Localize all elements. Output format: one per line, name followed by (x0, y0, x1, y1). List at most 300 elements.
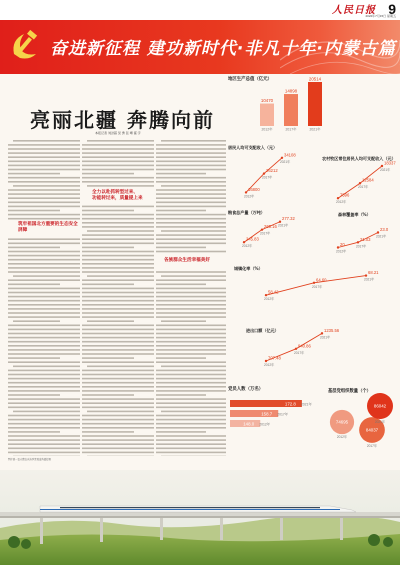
gdp-value: 14898 (284, 88, 298, 94)
text-line (161, 185, 226, 187)
import_export-value: 1235.56 (324, 327, 340, 333)
text-line (156, 296, 226, 298)
text-line (8, 333, 80, 335)
text-line (156, 448, 226, 450)
text-line (8, 374, 80, 376)
text-line (8, 263, 80, 265)
text-line (8, 210, 60, 212)
text-line (8, 423, 80, 425)
text-line (156, 353, 226, 355)
text-line (82, 452, 154, 454)
text-line (156, 431, 206, 433)
grassroots-year: 2017年 (366, 443, 378, 448)
text-line (8, 177, 80, 179)
text-line (8, 452, 80, 454)
text-line (8, 357, 60, 359)
text-line (156, 173, 206, 175)
article-column-1 (8, 138, 80, 456)
party-members-year: 2021年 (300, 402, 312, 407)
text-line (156, 304, 226, 306)
text-line (156, 349, 226, 351)
text-line (82, 439, 154, 441)
urban_income-value: 34108 (284, 152, 296, 158)
text-line (156, 152, 226, 154)
grassroots-value: 74695 (335, 419, 349, 425)
banner-headline: 奋进新征程 建功新时代·非凡十年·内蒙古篇 (50, 39, 396, 59)
text-line (8, 361, 80, 363)
grain-value: 277.32 (282, 216, 295, 222)
text-line (82, 316, 154, 318)
rural_income-point (359, 182, 361, 184)
text-line (8, 402, 80, 404)
text-line (156, 144, 226, 146)
text-line (156, 386, 226, 388)
text-line (8, 144, 80, 146)
text-line (82, 370, 154, 372)
urbanization-year: 2012年 (264, 297, 275, 302)
text-line (156, 333, 226, 335)
text-line (82, 156, 154, 158)
text-line (156, 435, 226, 437)
grain-year: 2017年 (260, 231, 271, 236)
urban_income-point (245, 191, 247, 193)
text-line (8, 202, 80, 204)
party-members-value: 172.8 (284, 401, 296, 407)
text-line (8, 251, 80, 253)
grain-title: 粮食总产量（万吨） (228, 210, 265, 215)
text-line (156, 370, 226, 372)
text-line (156, 177, 226, 179)
infographics-panel (226, 74, 400, 470)
text-line (13, 411, 80, 413)
article-column-2 (82, 138, 154, 456)
text-line (87, 275, 154, 277)
urbanization-year: 2017年 (312, 284, 323, 289)
text-line (8, 267, 80, 269)
text-line (82, 345, 154, 347)
text-line (82, 386, 154, 388)
text-line (82, 361, 154, 363)
text-line (8, 386, 80, 388)
rural_income-point (337, 197, 339, 199)
text-line (8, 181, 80, 183)
text-line (82, 243, 154, 245)
text-line (8, 448, 80, 450)
text-line (87, 185, 154, 187)
text-line (82, 161, 154, 163)
text-line (156, 165, 226, 167)
text-line (156, 169, 226, 171)
text-line (8, 431, 60, 433)
text-line (82, 308, 154, 310)
text-line (82, 341, 154, 343)
urbanization-value: 64.60 (316, 277, 327, 283)
text-line (82, 284, 134, 286)
text-line (156, 345, 226, 347)
text-line (161, 411, 226, 413)
gdp-bar (284, 94, 298, 126)
forest-title: 森林覆盖率（%） (338, 212, 371, 217)
text-line (156, 214, 226, 216)
text-line (156, 222, 226, 224)
text-line (8, 206, 80, 208)
text-line (161, 275, 226, 277)
text-line (8, 329, 80, 331)
text-line (82, 267, 154, 269)
text-line (8, 173, 60, 175)
urban_income-year: 2017年 (262, 175, 273, 180)
text-line (156, 161, 226, 163)
text-line (82, 402, 154, 404)
grassroots-value: 84037 (365, 427, 379, 433)
text-line (82, 279, 154, 281)
import_export-year: 2021年 (320, 335, 331, 340)
text-line (82, 304, 154, 306)
text-line (82, 419, 154, 421)
import_export-value: 707.48 (268, 355, 281, 361)
text-line (13, 140, 80, 142)
article-column-3 (156, 138, 226, 456)
text-line (8, 435, 80, 437)
text-line (156, 238, 226, 240)
forest-value: 23.0 (380, 227, 389, 232)
text-line (8, 238, 80, 240)
text-line (13, 185, 80, 187)
gdp-year: 2017年 (285, 127, 297, 132)
text-line (82, 234, 154, 236)
grassroots-value: 86042 (373, 403, 387, 409)
gdp-value: 10470 (260, 98, 274, 104)
urban_income-title: 居民人均可支配收入（元） (228, 145, 278, 150)
paper-name: 人民日报 (332, 5, 376, 16)
text-line (156, 226, 226, 228)
text-line (156, 218, 226, 220)
rural_income-point (381, 165, 383, 167)
text-line (8, 419, 80, 421)
text-line (82, 226, 154, 228)
text-line (156, 357, 206, 359)
text-line (82, 259, 154, 261)
text-line (8, 189, 80, 191)
text-line (8, 292, 80, 294)
import_export-title: 进出口额（亿元） (246, 328, 279, 333)
text-line (156, 316, 226, 318)
urban_income-year: 2012年 (244, 194, 255, 199)
text-line (156, 390, 226, 392)
text-line (8, 255, 80, 257)
text-line (82, 152, 154, 154)
text-line (156, 415, 226, 417)
text-line (156, 189, 226, 191)
text-line (82, 271, 154, 273)
gdp-value: 20514 (308, 76, 322, 82)
text-line (87, 140, 154, 142)
text-line (8, 304, 80, 306)
import_export-year: 2017年 (294, 350, 305, 355)
text-line (156, 148, 226, 150)
text-line (8, 308, 80, 310)
text-line (156, 271, 226, 273)
text-line (8, 443, 80, 445)
text-line (82, 247, 134, 249)
rural_income-year: 2012年 (336, 200, 347, 205)
text-line (8, 300, 80, 302)
text-line (156, 427, 226, 429)
text-line (156, 407, 226, 409)
rural_income-value: 18337 (384, 160, 396, 166)
text-line (8, 247, 60, 249)
body-text-lines (82, 138, 154, 456)
party-members-title: 党员人数（万名） (228, 387, 264, 392)
rural_income-title: 农村牧区常住居民人均可支配收入（元） (322, 156, 396, 161)
urbanization-title: 城镇化率（%） (234, 266, 263, 271)
text-line (82, 390, 154, 392)
text-line (82, 169, 154, 171)
text-line (82, 255, 154, 257)
text-line (8, 341, 80, 343)
urban_income-year: 2021年 (280, 159, 291, 164)
import_export-point (321, 332, 323, 334)
text-line (156, 312, 226, 314)
grain-point (279, 221, 281, 223)
text-line (8, 382, 80, 384)
hammer-sickle-icon (8, 28, 42, 62)
gdp-title: 地区生产总值（亿元） (228, 77, 272, 82)
text-line (82, 431, 134, 433)
text-line (161, 140, 226, 142)
byline: 本报记者 刘洪超 吴 勇 张 晴 富 宇 (95, 131, 141, 135)
text-line (82, 148, 154, 150)
text-line (8, 152, 80, 154)
text-line (82, 222, 154, 224)
text-line (156, 193, 226, 195)
text-line (87, 366, 154, 368)
text-line (156, 337, 226, 339)
text-line (82, 177, 154, 179)
text-line (82, 165, 154, 167)
text-line (8, 148, 80, 150)
grain-value: 245.83 (246, 236, 259, 242)
urbanization-value: 68.21 (368, 270, 379, 276)
text-line (156, 402, 226, 404)
rural_income-year: 2017年 (358, 185, 369, 190)
text-line (8, 271, 80, 273)
text-line (82, 435, 154, 437)
gdp-year: 2012年 (261, 127, 273, 132)
text-line (156, 329, 226, 331)
forest-point (357, 241, 359, 243)
text-line (156, 443, 226, 445)
rural_income-year: 2021年 (380, 167, 391, 172)
text-line (82, 374, 154, 376)
text-line (8, 161, 80, 163)
party-members-year: 2012年 (259, 422, 271, 427)
forest-point (337, 246, 339, 248)
grain-point (261, 228, 263, 230)
text-line (8, 337, 80, 339)
rural_income-value: 7596 (340, 192, 350, 198)
text-line (82, 415, 154, 417)
text-line (8, 427, 80, 429)
text-line (8, 156, 80, 158)
article-title: 亮丽北疆 奔腾向前 (30, 108, 215, 132)
text-line (82, 181, 154, 183)
text-line (156, 288, 226, 290)
text-line (8, 345, 80, 347)
text-line (156, 419, 226, 421)
text-line (156, 292, 226, 294)
urbanization-point (313, 282, 315, 284)
forest-year: 2012年 (336, 249, 347, 254)
forest-value: 20 (340, 242, 345, 247)
grain-year: 2012年 (242, 244, 253, 249)
text-line (82, 288, 154, 290)
text-line (8, 197, 80, 199)
text-line (82, 357, 134, 359)
gdp-year: 2021年 (309, 127, 321, 132)
text-line (156, 206, 226, 208)
urban_income-point (281, 157, 283, 159)
text-line (82, 300, 154, 302)
import_export-year: 2012年 (264, 362, 275, 367)
text-line (8, 378, 80, 380)
text-line (156, 308, 226, 310)
text-line (156, 341, 226, 343)
subhead-transformation: 全力以赴抓转型过来、 功能转过来，质量提上来 (92, 190, 143, 201)
forest-point (377, 231, 379, 233)
text-line (156, 374, 226, 376)
text-line (13, 366, 80, 368)
text-line (82, 251, 154, 253)
text-line (156, 361, 226, 363)
text-line (156, 279, 226, 281)
text-line (82, 349, 154, 351)
text-line (8, 288, 80, 290)
text-line (82, 238, 154, 240)
grassroots-year: 2012年 (336, 435, 348, 440)
text-line (82, 337, 154, 339)
text-line (82, 394, 134, 396)
urbanization-point (365, 274, 367, 276)
urban_income-value: 26212 (266, 168, 278, 174)
grain-year: 2021年 (278, 223, 289, 228)
gdp-bar (308, 82, 322, 126)
title-area (0, 74, 225, 132)
forest-value: 21.03 (360, 236, 371, 242)
text-line (8, 193, 80, 195)
text-line (82, 443, 154, 445)
text-line (82, 423, 154, 425)
text-line (156, 247, 206, 249)
text-line (156, 181, 226, 183)
urban_income-point (263, 172, 265, 174)
urbanization-value: 58.42 (268, 289, 279, 295)
subhead-ecology: 筑牢祖国北方重要的生态安全屏障 (18, 222, 78, 233)
party-members-year: 2017年 (277, 412, 289, 417)
text-line (156, 210, 206, 212)
text-line (82, 329, 154, 331)
text-line (82, 382, 154, 384)
feature-banner (0, 20, 400, 74)
text-line (8, 353, 80, 355)
text-line (8, 394, 60, 396)
text-line (8, 165, 80, 167)
text-line (156, 284, 206, 286)
text-line (156, 243, 226, 245)
grassroots-title: 基层党组织数量（个） (328, 389, 371, 394)
forest-year: 2021年 (376, 234, 387, 239)
party-members-value: 148.0 (243, 421, 255, 427)
body-text-lines (8, 138, 80, 456)
text-line (82, 296, 154, 298)
text-line (156, 156, 226, 158)
text-line (161, 366, 226, 368)
bridge-train-photo (0, 470, 400, 565)
text-line (82, 333, 154, 335)
masthead (0, 0, 400, 20)
text-line (82, 218, 154, 220)
grain-value: 265.16 (264, 224, 277, 230)
page-number: 9 (388, 1, 396, 17)
text-line (156, 325, 226, 327)
text-line (82, 407, 154, 409)
text-line (8, 325, 80, 327)
text-line (156, 378, 226, 380)
text-line (82, 214, 154, 216)
text-line (156, 197, 226, 199)
text-line (8, 279, 80, 281)
text-line (8, 214, 80, 216)
import_export-point (295, 348, 297, 350)
text-line (82, 292, 154, 294)
urbanization-point (265, 294, 267, 296)
grain-point (243, 241, 245, 243)
text-line (13, 275, 80, 277)
text-line (8, 169, 80, 171)
text-line (156, 394, 206, 396)
text-line (156, 452, 226, 454)
text-line (156, 439, 226, 441)
text-line (82, 448, 154, 450)
text-line (156, 202, 226, 204)
text-line (8, 243, 80, 245)
body-text-lines (156, 138, 226, 456)
text-line (13, 320, 60, 322)
urbanization-year: 2021年 (364, 277, 375, 282)
text-line (161, 230, 226, 232)
text-line (82, 312, 154, 314)
text-line (82, 398, 154, 400)
import_export-value: 940.86 (298, 343, 311, 349)
text-line (87, 411, 154, 413)
text-line (8, 398, 80, 400)
text-line (8, 312, 80, 314)
decorative-swirl (280, 20, 400, 74)
text-line (156, 234, 226, 236)
text-line (156, 423, 226, 425)
text-line (82, 427, 154, 429)
urban_income-value: 16800 (248, 186, 260, 192)
text-line (156, 251, 226, 253)
text-line (82, 210, 134, 212)
text-line (156, 382, 226, 384)
forest-year: 2017年 (356, 244, 367, 249)
text-line (87, 320, 134, 322)
text-line (8, 316, 80, 318)
text-line (8, 407, 80, 409)
text-line (161, 320, 206, 322)
grassroots-year: 2021年 (374, 420, 386, 424)
